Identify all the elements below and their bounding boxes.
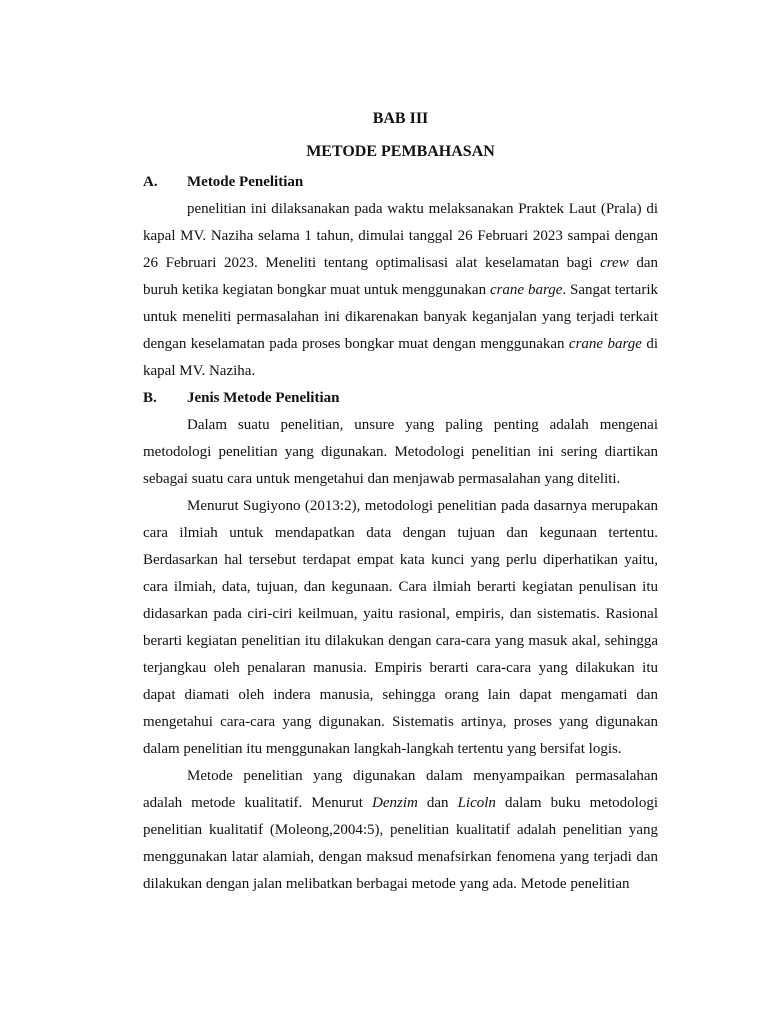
page-content (143, 109, 658, 898)
section-title: Metode Penelitian (187, 174, 304, 190)
text-run: Dalam suatu penelitian, unsure yang paling penting adalah mengenai metodologi penelitian yang digunakan. Metodologi penelitian ini sering diartikan sebagai suatu cara untuk mengetahui dan menjawab permasalahan yang diteliti. (143, 417, 658, 487)
section-heading-a (143, 169, 658, 196)
text-run: dan buruh ketika kegiatan bongkar muat untuk menggunakan (143, 255, 658, 298)
text-run-italic: crane barge (489, 282, 563, 298)
paragraph (143, 196, 658, 385)
text-run-italic: Denzim (372, 795, 418, 811)
chapter-title: METODE PEMBAHASAN (306, 143, 495, 160)
text-run: Metode penelitian yang digunakan dalam menyampaikan permasalahan adalah metode kualitatif. Menurut (143, 768, 658, 811)
section-title: Jenis Metode Penelitian (187, 390, 340, 406)
paragraph (143, 493, 658, 763)
chapter-number: BAB III (372, 110, 429, 127)
text-run: penelitian ini dilaksanakan pada waktu melaksanakan Praktek Laut (Prala) di kapal MV. Naziha selama 1 tahun, dimulai tanggal 26 Februari 2023 sampai dengan 26 Februari 2023. Meneliti tentang optimalisasi alat keselamatan bagi (143, 201, 658, 271)
text-run-italic: crane barge (568, 336, 642, 352)
section-heading-b (143, 385, 658, 412)
section-letter: B. (143, 390, 157, 406)
text-run: di kapal MV. Naziha. (143, 336, 658, 379)
text-run: . Sangat tertarik untuk meneliti permasalahan ini dikarenakan banyak keganjalan yang terjadi terkait dengan keselamatan pada proses bongkar muat dengan menggunakan (143, 282, 658, 352)
text-run-italic: Licoln (457, 795, 496, 811)
text-run: Menurut Sugiyono (2013:2), metodologi penelitian pada dasarnya merupakan cara ilmiah untuk mendapatkan data dengan tujuan dan kegunaan tertentu. Berdasarkan hal tersebut terdapat empat kata kunci yang perlu diperhatikan yaitu, cara ilmiah, data, tujuan, dan kegunaan. Cara ilmiah berarti kegiatan penulisan itu didasarkan pada ciri-ciri keilmuan, yaitu rasional, empiris, dan sistematis. Rasional berarti kegiatan penelitian itu dilakukan dengan cara-cara yang masuk akal, sehingga terjangkau oleh penalaran manusia. Empiris berarti cara-cara yang dilakukan itu dapat diamati oleh indera manusia, sehingga orang lain dapat mengamati dan mengetahui cara-cara yang digunakan. Sistematis artinya, proses yang digunakan dalam penelitian itu menggunakan langkah-langkah tertentu yang bersifat logis. (143, 498, 658, 757)
text-run: dalam buku metodologi penelitian kualitatif (Moleong,2004:5), penelitian kualitatif adalah penelitian yang menggunakan latar alamiah, dengan maksud menafsirkan fenomena yang terjadi dan dilakukan dengan jalan melibatkan berbagai metode yang ada. Metode penelitian (143, 795, 658, 892)
paragraph (143, 763, 658, 898)
text-run: dan (417, 795, 458, 811)
section-letter: A. (143, 174, 158, 190)
text-run-italic: crew (600, 255, 629, 271)
paragraph (143, 412, 658, 493)
